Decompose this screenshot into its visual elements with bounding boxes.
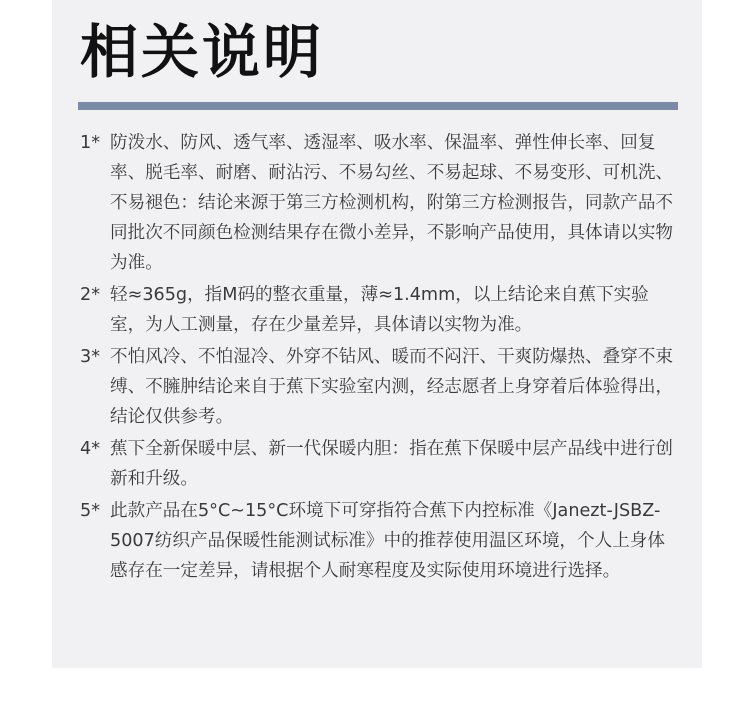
note-text: 轻≈365g，指M码的整衣重量，薄≈1.4mm，以上结论来自蕉下实验室，为人工测量，存在少量差异，具体请以实物为准。 (110, 285, 649, 335)
note-item-4 (80, 434, 674, 494)
note-marker: 3* (80, 347, 100, 367)
notes-list (80, 128, 674, 588)
note-marker: 4* (80, 439, 100, 459)
note-text: 蕉下全新保暖中层、新一代保暖内胆：指在蕉下保暖中层产品线中进行创新和升级。 (110, 439, 674, 489)
note-text: 不怕风冷、不怕湿冷、外穿不钻风、暖而不闷汗、干爽防爆热、叠穿不束缚、不臃肿结论来自于蕉下实验室内测，经志愿者上身穿着后体验得出，结论仅供参考。 (110, 347, 674, 427)
note-item-3 (80, 342, 674, 432)
note-marker: 5* (80, 501, 100, 521)
page-title: 相关说明 (80, 18, 325, 86)
note-item-5 (80, 496, 674, 586)
note-marker: 1* (80, 133, 100, 153)
note-marker: 2* (80, 285, 100, 305)
title-divider (78, 102, 678, 110)
note-text: 防泼水、防风、透气率、透湿率、吸水率、保温率、弹性伸长率、回复率、脱毛率、耐磨、耐沾污、不易勾丝、不易起球、不易变形、可机洗、不易褪色：结论来源于第三方检测机构，附第三方检测报告，同款产品不同批次不同颜色检测结果存在微小差异，不影响产品使用，具体请以实物为准。 (110, 133, 674, 273)
note-item-1 (80, 128, 674, 278)
note-text: 此款产品在5°C~15°C环境下可穿指符合蕉下内控标准《Janezt-JSBZ-5007纺织产品保暖性能测试标准》中的推荐使用温区环境，个人上身体感存在一定差异，请根据个人耐寒程度及实际使用环境进行选择。 (110, 501, 665, 581)
note-item-2 (80, 280, 674, 340)
